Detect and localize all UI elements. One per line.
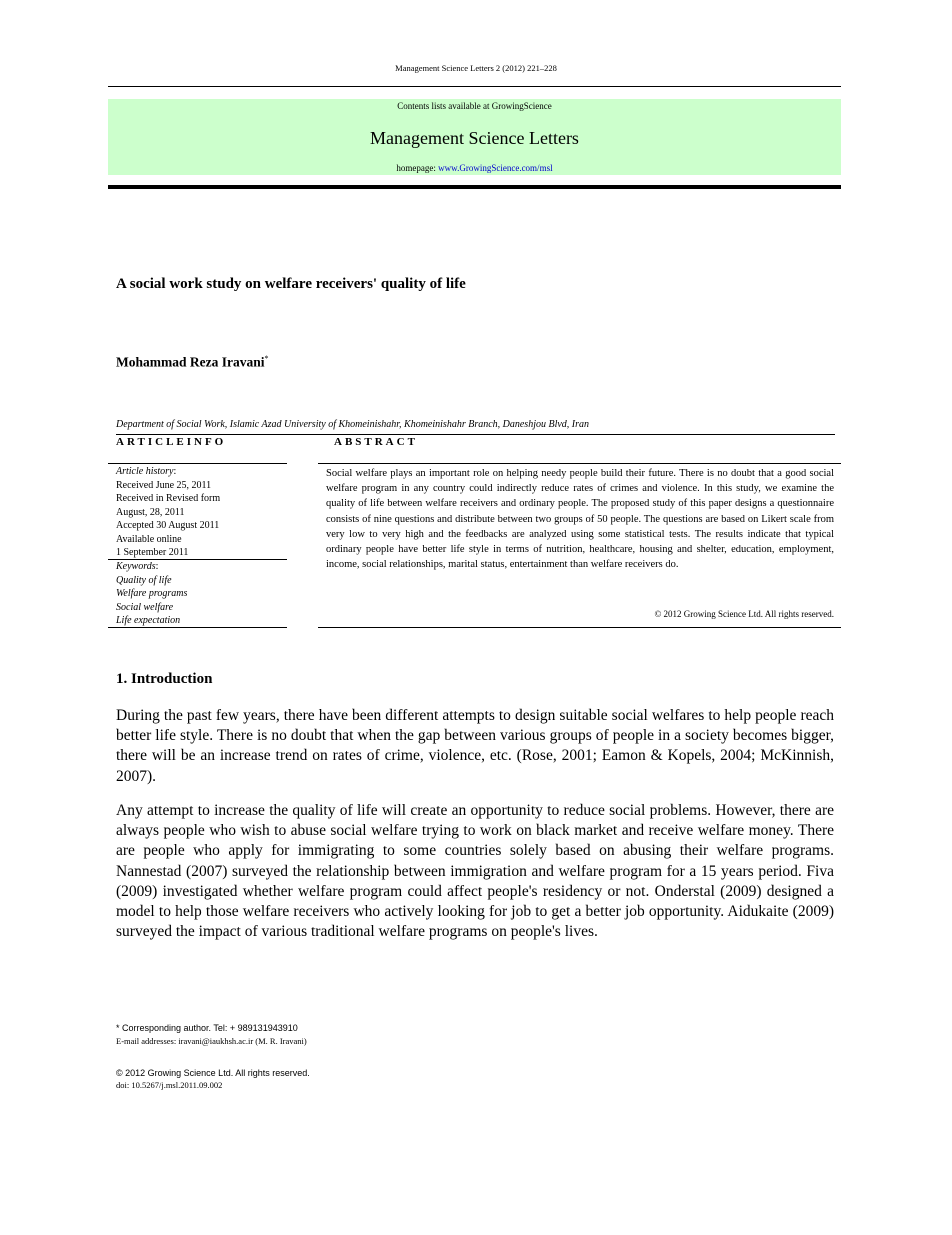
intro-paragraph: Any attempt to increase the quality of life will create an opportunity to reduce social problems. However, there are always people who wish to abuse social welfare trying to work on black market and receive welfare money. There are people who apply for immigrating to some countries solely based on abusing their welfare programs. Nannestad (2007) surveyed the relationship between immigration and welfare program for a 15 years period. Fiva (2009) investigated whether welfare program could affect people's residency or not. Onderstal (2009) designed a model to help those welfare receivers who actively looking for job to get a better job opportunity. Aidukaite (2009) surveyed the impact of various traditional welfare programs on people's lives. bbox=[116, 802, 834, 941]
history-item: Available online bbox=[116, 533, 182, 545]
author-footnote-mark[interactable]: * bbox=[264, 354, 269, 363]
keyword-item: Life expectation bbox=[116, 615, 181, 626]
homepage-label: homepage: bbox=[396, 163, 439, 173]
doi-line: doi: 10.5267/j.msl.2011.09.002 bbox=[116, 1080, 223, 1090]
corresponding-author-note: * Corresponding author. Tel: + 989131943910 bbox=[116, 1023, 298, 1033]
affiliation: Department of Social Work, Islamic Azad University of Khomeinishahr, Khomeinishahr Branch, Daneshjou Blvd, Iran bbox=[116, 419, 590, 430]
keywords-label-line: Keywords: bbox=[116, 561, 159, 572]
abstract-copyright: © 2012 Growing Science Ltd. All rights reserved. bbox=[654, 609, 834, 619]
info-top-rule bbox=[116, 434, 835, 435]
author-name-text: Mohammad Reza Iravani bbox=[116, 354, 265, 370]
abstract-rule-top bbox=[318, 463, 841, 464]
keyword-item: Welfare programs bbox=[116, 588, 188, 599]
journal-name: Management Science Letters bbox=[370, 128, 579, 148]
running-head: Management Science Letters 2 (2012) 221–228 bbox=[395, 63, 557, 73]
section-heading-introduction: 1. Introduction bbox=[116, 671, 213, 687]
homepage-link[interactable]: www.GrowingScience.com/msl bbox=[438, 163, 553, 173]
header-rule bbox=[108, 86, 841, 87]
abstract-text: Social welfare plays an important role on helping needy people build their future. There is no doubt that a good social welfare program in any country could indirectly reduce rates of crimes and violence. In this study, we examine the quality of life between welfare receivers and ordinary people. The proposed study of this paper designs a questionnaire consists of nine questions and distribute between two groups of 50 people. The questions are based on Likert scale from very low to very high and the feedbacks are analyzed using some statistical tests. The results indicate that typical ordinary people have better life style in terms of nutrition, healthcare, housing and shelter, education, employment, income, social relationships, marital status, entertainment than welfare receivers do. bbox=[326, 468, 834, 571]
contents-available-line: Contents lists available at GrowingScience bbox=[397, 101, 552, 111]
history-item: August, 28, 2011 bbox=[116, 506, 185, 518]
email-note: E-mail addresses: iravani@iaukhsh.ac.ir (M. R. Iravani) bbox=[116, 1036, 307, 1046]
intro-paragraph: During the past few years, there have been different attempts to design suitable social welfares to help people reach better life style. There is no doubt that when the gap between various groups of people in a society becomes bigger, there will be an increase trend on rates of crime, violence, etc. (Rose, 2001; Eamon & Kopels, 2004; McKinnish, 2007). bbox=[116, 707, 834, 785]
article-info-heading: ARTICLEINFO bbox=[116, 436, 227, 448]
keyword-item: Quality of life bbox=[116, 574, 172, 586]
author-name bbox=[116, 354, 269, 371]
article-history bbox=[116, 465, 286, 560]
history-label: Article history bbox=[116, 466, 174, 477]
history-item: 1 September 2011 bbox=[116, 547, 189, 558]
abstract-rule-bottom bbox=[318, 627, 841, 628]
keyword-item: Social welfare bbox=[116, 601, 174, 613]
history-label-line: Article history: bbox=[116, 466, 177, 477]
keywords-block bbox=[116, 560, 286, 628]
history-item: Accepted 30 August 2011 bbox=[116, 520, 220, 531]
journal-homepage bbox=[108, 163, 841, 173]
footer-copyright: © 2012 Growing Science Ltd. All rights reserved. bbox=[116, 1068, 310, 1078]
abstract-heading: ABSTRACT bbox=[334, 436, 418, 448]
article-info-rule-top bbox=[108, 463, 287, 464]
article-title: A social work study on welfare receivers' quality of life bbox=[116, 276, 466, 292]
history-item: Received June 25, 2011 bbox=[116, 479, 212, 491]
article-info-rule-bottom bbox=[108, 627, 287, 628]
history-item: Received in Revised form bbox=[116, 493, 221, 504]
keywords-label: Keywords bbox=[116, 561, 156, 572]
banner-thick-rule bbox=[108, 185, 841, 189]
